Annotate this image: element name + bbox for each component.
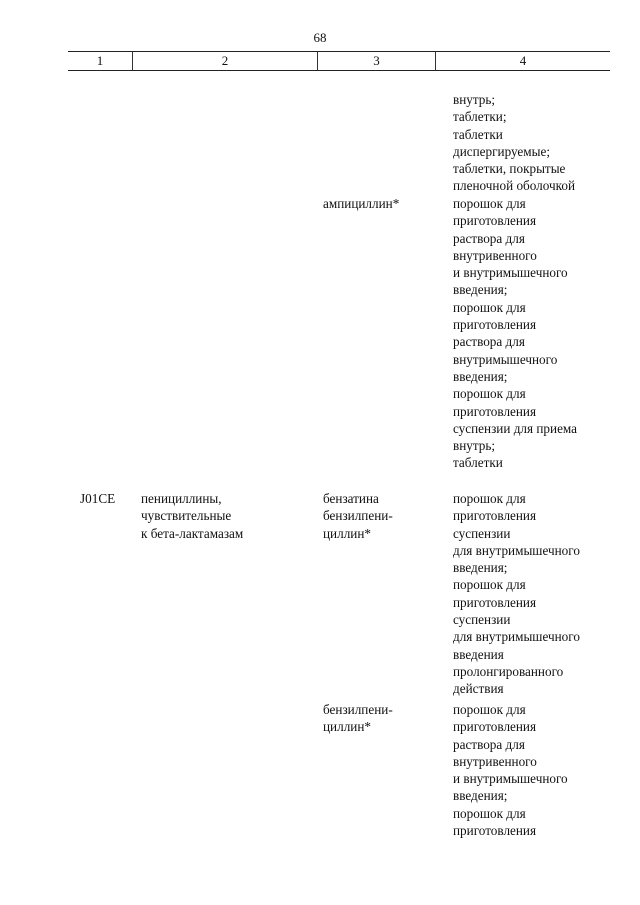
row-2-code: J01CE bbox=[80, 491, 116, 506]
page-number: 68 bbox=[313, 30, 327, 45]
row-2-name: бензатина бензилпени- циллин* bbox=[323, 491, 393, 541]
row-3-name: бензилпени- циллин* bbox=[323, 702, 393, 735]
row-2-group: пенициллины, чувствительные к бета-лактамазам bbox=[141, 491, 244, 541]
table-header bbox=[68, 51, 610, 71]
row-3-forms: порошок для приготовления раствора для внутривенного и внутримышечного введения; порошок для приготовления bbox=[453, 702, 568, 839]
row-1-name: ампициллин* bbox=[323, 196, 400, 211]
header-col-3: 3 bbox=[318, 52, 436, 70]
header-col-4: 4 bbox=[519, 53, 527, 68]
row-0-forms: внутрь; таблетки; таблетки диспергируемые; таблетки, покрытые пленочной оболочкой bbox=[453, 92, 576, 194]
header-col-1: 1 bbox=[68, 52, 133, 70]
header-col-2: 2 bbox=[133, 52, 318, 70]
row-2-forms: порошок для приготовления суспензии для внутримышечного введения; порошок для приготовления суспензии для внутримышечного введения пролонгированного действия bbox=[453, 491, 580, 697]
row-1-forms: порошок для приготовления раствора для внутривенного и внутримышечного введения; порошок для приготовления раствора для внутримышечного введения; порошок для приготовления суспензии для приема внутрь; таблетки bbox=[453, 196, 578, 471]
